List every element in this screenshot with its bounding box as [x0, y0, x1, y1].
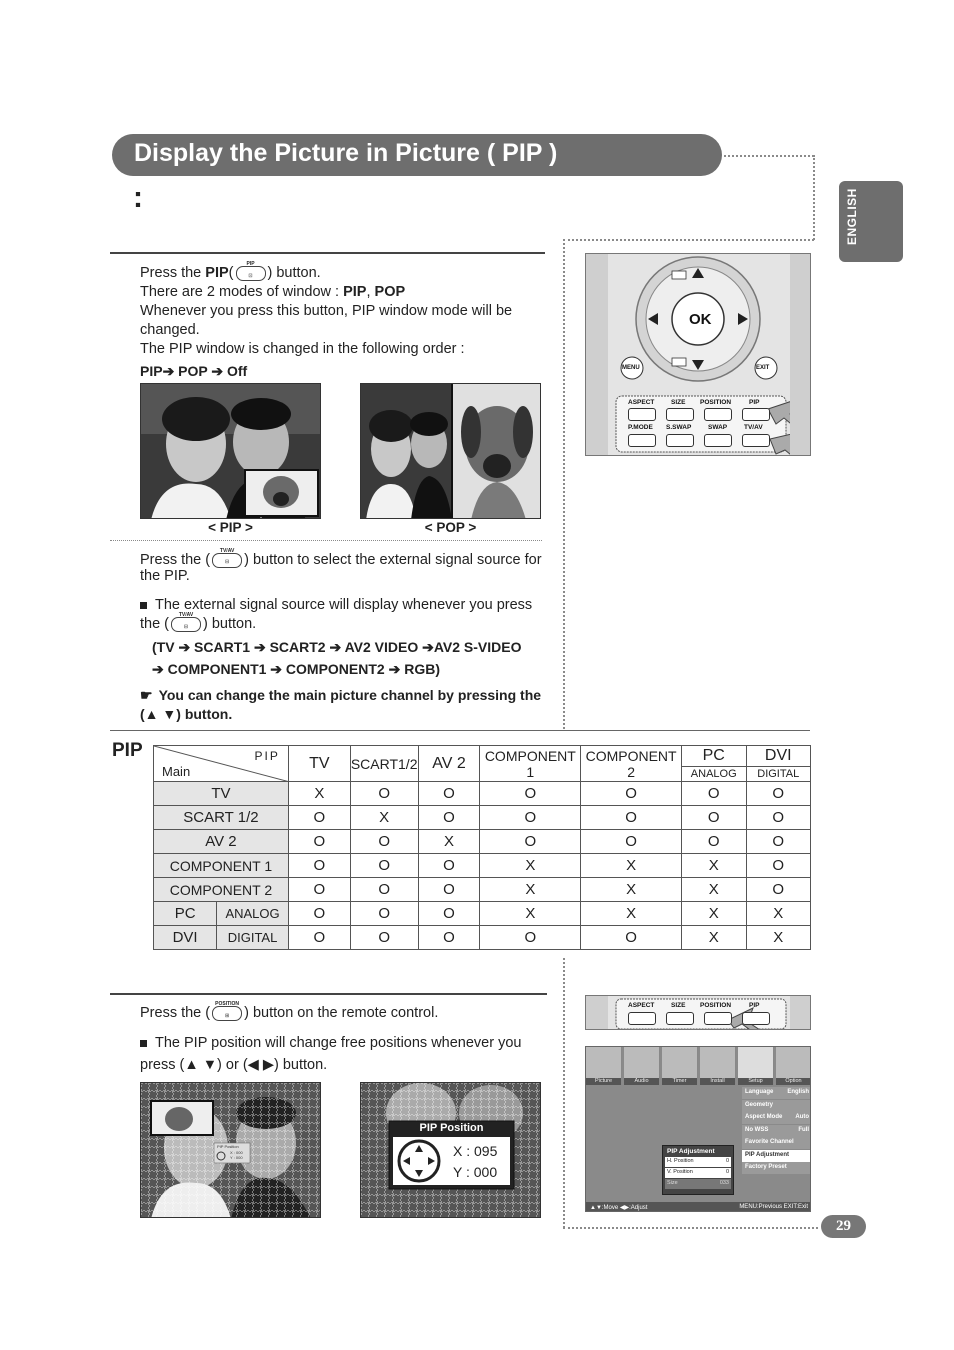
pip-table-label: PIP [112, 740, 143, 761]
pip-button [742, 408, 770, 421]
osd-tab-setup: Setup [738, 1047, 774, 1085]
position-instructions: Press the ( POSITION ⊞ ) button on the remote control. [140, 1000, 439, 1021]
size-label: SIZE [671, 1002, 686, 1009]
size-label: SIZE [671, 399, 686, 406]
tvav-label: TV/AV [744, 424, 763, 431]
dotted-divider [813, 155, 815, 240]
swap-label: SWAP [708, 424, 728, 431]
osd-menu-item: Aspect Mode Auto [742, 1112, 811, 1124]
osd-pip-adjustment-panel: PIP Adjustment H. Position 0 V. Position 0 Size 033 [662, 1145, 734, 1195]
osd-setup-menu [742, 1087, 811, 1175]
size-button [666, 1012, 694, 1025]
setup-menu-screenshot [585, 1046, 811, 1212]
osd-tab-audio: Audio [624, 1047, 660, 1085]
size-button [666, 408, 694, 421]
remote-strip-image [585, 995, 811, 1030]
tvav-button-icon: TV/AV ⊟ [212, 553, 242, 568]
swap-button [704, 434, 732, 447]
section-marker: : [133, 181, 143, 214]
source-bullet: The external signal source will display whenever you press the ( TV/AV ⊟ ) button. [140, 597, 533, 632]
ok-button-label: OK [689, 311, 712, 328]
col-header: AV 2 [418, 746, 480, 782]
position-button [704, 408, 732, 421]
section-rule [110, 252, 545, 254]
remote-control-image [585, 253, 811, 456]
position-bullet: The PIP position will change free positions whenever you press (▲ ▼) or (◀ ▶) button. [140, 1035, 522, 1073]
small-pip-position-values: X : 000 Y : 000 [230, 1150, 243, 1160]
pip-position-example-2 [360, 1082, 541, 1218]
table-row: AV 2 O O X O O O O [154, 830, 811, 854]
dotted-divider [110, 540, 542, 541]
tvav-button [742, 434, 770, 447]
osd-menu-item: Geometry [742, 1100, 811, 1112]
osd-footer: ▲▼:Move ◀▶:Adjust MENU:Previous EXIT:Exit [586, 1202, 811, 1212]
position-button-icon: POSITION ⊞ [212, 1006, 242, 1021]
exit-button-label: EXIT [756, 365, 770, 371]
pmode-button [628, 434, 656, 447]
pip-button-icon: PIP ⊡ [236, 266, 266, 281]
aspect-button [628, 408, 656, 421]
small-pip-position-title: PIP Position [217, 1144, 239, 1149]
dotted-divider [724, 155, 814, 157]
osd-tab-picture: Picture [586, 1047, 622, 1085]
page-title: Display the Picture in Picture ( PIP ) [112, 134, 722, 176]
osd-sub-row: Size 033 [665, 1179, 731, 1189]
osd-tab-option: Option [776, 1047, 811, 1085]
pip-position-values: X : 095 Y : 000 [453, 1143, 498, 1180]
table-row: TV X O O O O O O [154, 782, 811, 806]
table-row: DVI DIGITAL O O O O O X X [154, 926, 811, 950]
source-instructions: Press the ( TV/AV ⊟ ) button to select the external signal source for the PIP. [140, 547, 542, 584]
table-row: SCART 1/2 O X O O O O O [154, 806, 811, 830]
position-button [704, 1012, 732, 1025]
dotted-divider [563, 958, 565, 1228]
pip-caption: < PIP > [208, 520, 253, 535]
dotted-divider [563, 239, 565, 729]
menu-button-label: MENU [622, 365, 640, 371]
col-header: TV [288, 746, 350, 782]
page-number: 29 [821, 1215, 866, 1238]
aspect-label: ASPECT [628, 399, 655, 406]
pip-button [742, 1012, 770, 1025]
tvav-button-icon: TV/AV ⊟ [171, 617, 201, 632]
section-rule [110, 730, 810, 731]
sswap-button [666, 434, 694, 447]
sswap-label: S.SWAP [666, 424, 692, 431]
pip-position-example-1 [140, 1082, 321, 1218]
aspect-button [628, 1012, 656, 1025]
pop-caption: < POP > [424, 520, 477, 535]
col-header: COMPONENT 1 [480, 746, 581, 782]
osd-menu-item: Factory Preset [742, 1162, 811, 1174]
col-header: COMPONENT 2 [581, 746, 682, 782]
pointing-hand-icon: ☛ [140, 687, 153, 703]
col-header: SCART1/2 [350, 746, 418, 782]
table-corner-cell: PIP Main [154, 746, 289, 782]
pip-label: PIP [749, 1002, 760, 1009]
osd-tab-timer: Timer [662, 1047, 698, 1085]
table-row: COMPONENT 1 O O O X X X O [154, 854, 811, 878]
section-rule [110, 993, 547, 995]
table-row: COMPONENT 2 O O O X X X O [154, 878, 811, 902]
pop-example-image [360, 383, 541, 519]
osd-menu-item: Favorite Channel [742, 1137, 811, 1149]
pip-position-title: PIP Position [419, 1122, 484, 1134]
osd-menu-item: Language English [742, 1087, 811, 1099]
osd-menu-item-selected: PIP Adjustment [742, 1150, 811, 1162]
col-header: PC ANALOG [681, 746, 746, 782]
aspect-label: ASPECT [628, 1002, 655, 1009]
position-label: POSITION [700, 399, 732, 406]
osd-tab-install: Install [700, 1047, 736, 1085]
osd-sub-row: H. Position 0 [665, 1157, 731, 1167]
pip-example-image [140, 383, 321, 519]
channel-note: ☛ You can change the main picture channel by pressing the (▲ ▼) button. [140, 687, 542, 722]
pmode-label: P.MODE [628, 424, 653, 431]
pip-compatibility-table [153, 745, 811, 950]
osd-menu-item: No WSS Full [742, 1125, 811, 1137]
position-label: POSITION [700, 1002, 732, 1009]
pip-instructions: Press the PIP( PIP ⊡ ) button. There are 2 modes of window : PIP, POP Whenever you press this button, PIP window mode will be changed. The PIP window is changed in the following order : PIP➔ POP ➔ Off [140, 260, 513, 379]
source-sequence: (TV ➔ SCART1 ➔ SCART2 ➔ AV2 VIDEO ➔AV2 S-VIDEO ➔ COMPONENT1 ➔ COMPONENT2 ➔ RGB) [152, 639, 522, 677]
dotted-divider [563, 239, 814, 241]
osd-sub-row: V. Position 0 [665, 1168, 731, 1178]
pip-label: PIP [749, 399, 760, 406]
language-tab: ENGLISH [839, 181, 903, 262]
table-row: PC ANALOG O O O X X X X [154, 902, 811, 926]
dotted-divider [563, 1227, 818, 1229]
col-header: DVI DIGITAL [746, 746, 811, 782]
